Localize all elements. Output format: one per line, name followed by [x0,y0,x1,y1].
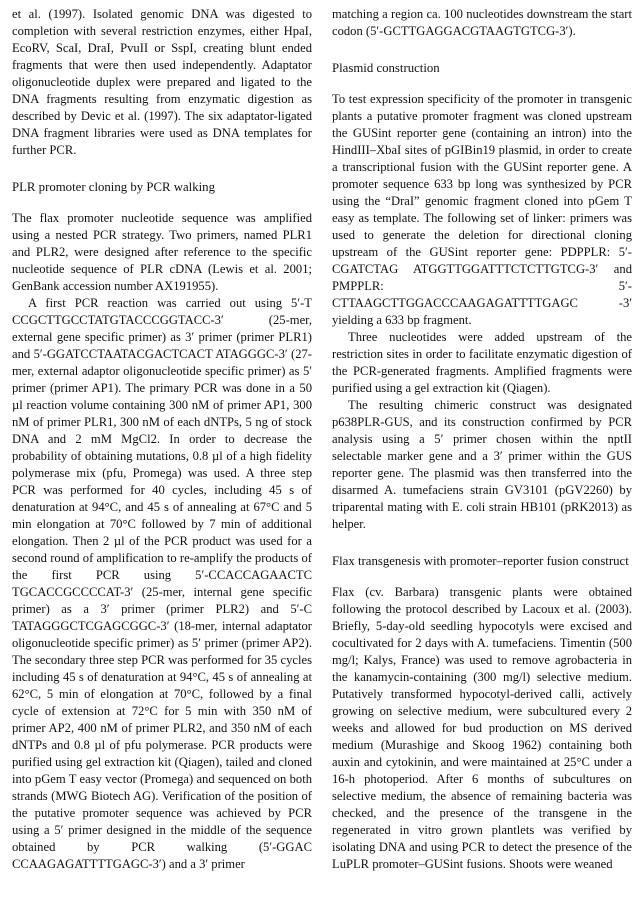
paragraph-flax-transgenic-plants: Flax (cv. Barbara) transgenic plants were obtained following the protocol described by Lacoux et al. (2003). Briefly, 5-day-old seedling hypocotyls were excised and cocultivated for 2 days with A. tumefaciens. Timentin (500 mg/l; Kalys, France) was used to remove agrobacteria in the kanamycin-containing (300 mg/l) selective medium. Putatively transformed hypocotyl-derived calli, actively growing on selective medium, were subcultured every 2 weeks and allowed for bud production on MS derived medium (Murashige and Skoog 1962) containing both auxin and cytokinin, and were maintained at 25°C under a 16-h photoperiod. After 6 months of subcultures on selective medium, the absence of remaining bacteria was checked, and the presence of the transgene in the regenerated in vitro grown plantlets was verified by isolating DNA and using PCR to detect the presence of the LuPLR promoter–GUSint fusions. Shoots were weaned [332,585,632,871]
paragraph-start-codon: matching a region ca. 100 nucleotides downstream the start codon (5′-GCTTGAGGACGTAAGTGTCG-3′). [332,7,632,38]
paragraph-nested-pcr: The flax promoter nucleotide sequence was amplified using a nested PCR strategy. Two primers, named PLR1 and PLR2, were designed after reference to the specific nucleotide sequence of PLR cDNA (Lewis et al. 2001; GenBank accession number AX191955). [12,211,312,293]
left-column [12,6,312,873]
heading-plasmid-construction: Plasmid construction [332,61,440,75]
right-column [332,6,632,873]
heading-plr-promoter-cloning: PLR promoter cloning by PCR walking [12,180,215,194]
paragraph-first-pcr: A first PCR reaction was carried out using 5′-T CCGCTTGCCTATGTACCCGGTACC-3′ (25-mer, external gene specific primer) as 3′ primer (primer PLR1) and 5′-GGATCCTAATACGACTCACT ATAGGGC-3′ (27-mer, external adaptor oligonucleotide specific primer) as 5′ primer (primer AP1). The primary PCR was done in a 50 µl reaction volume containing 300 nM of primer AP1, 300 nM of primer PLR1, 300 nM of each dNTPs, 5 ng of stock DNA and 2 mM MgCl2. In order to decrease the probability of obtaining mutations, 0.8 µl of a high fidelity polymerase mix (pfu, Promega) was used. A three step PCR was performed for 40 cycles, including 45 s of denaturation at 94°C, and 45 s of annealing at 67°C and 5 min elongation at 70°C followed by 7 min of additional elongation. Then 2 µl of the PCR product was used for a second round of amplification to re-amplify the products of the first PCR using 5′-CCACCAGAACTC TGCACCGCCCCAT-3′ (25-mer, internal gene specific primer) as a 3′ primer (primer PLR2) and 5′-C TATAGGGCTCGAGCGGC-3′ (18-mer, internal adaptator oligonucleotide specific primer) as 5′ primer (primer AP2). The secondary three step PCR was performed for 35 cycles including 45 s of denaturation at 94°C, 45 s of annealing at 62°C, 5 min of elongation at 70°C, followed by a final cycle of extension at 72°C for 5 min with 350 nM of primer AP2, 400 nM of primer PLR2, and 350 nM of each dNTPs and 0.8 µl of pfu polymerase. PCR products were purified using gel extraction kit (Qiagen), tailed and cloned into pGem T easy vector (Promega) and sequenced on both strands (MWG Biotech AG). Verification of the position of the putative promoter sequence was achieved by PCR using a 5′ primer designed in the middle of the sequence obtained by PCR walking (5′-GGAC CCAAGAGATTTTGAGC-3′) and a 3′ primer [12,296,312,871]
heading-flax-transgenesis: Flax transgenesis with promoter–reporter fusion construct [332,554,629,568]
paragraph-digestion: et al. (1997). Isolated genomic DNA was digested to completion with several restriction enzymes, either HpaI, EcoRV, ScaI, DraI, PvuII or SspI, creating blunt ended fragments that were then used independently. Adaptator oligonucleotide duplex were prepared and ligated to the DNA fragments resulting from enzymatic digestion as described by Devic et al. (1997). The six adaptator-ligated DNA fragment libraries were used as DNA templates for further PCR. [12,7,312,157]
paragraph-nucleotides-added: Three nucleotides were added upstream of the restriction sites in order to facilitate enzymatic digestion of the PCR-generated fragments. Amplified fragments were purified using a gel extraction kit (Qiagen). [332,330,632,395]
paragraph-chimeric-construct: The resulting chimeric construct was designated p638PLR-GUS, and its construction confirmed by PCR analysis using a 5′ primer chosen within the nptII selectable marker gene and a 3′ primer within the GUS reporter gene. The plasmid was then transferred into the disarmed A. tumefaciens strain GV3101 (pGV2260) by triparental mating with E. coli strain HB101 (pRK2013) as helper. [332,398,632,531]
paragraph-expression-specificity: To test expression specificity of the promoter in transgenic plants a putative promoter fragment was cloned upstream the GUSint reporter gene (containing an intron) into the HindIII–XbaI sites of pGIBin19 plasmid, in order to create a transcriptional fusion with the GUSint reporter gene. A promoter sequence 633 bp long was synthesized by PCR using the “DraI” genomic fragment cloned into pGem T easy as template. The following set of linker: primers was used to generate the deletion for directional cloning upstream of the GUSint reporter gene: PDPPLR: 5′-CGATCTAG ATGGTTGGATTTCTCTTGTCG-3′ and PMPPLR: 5′-CTTAAGCTTGGACCCAAGAGATTTTGAGC -3′ yielding a 633 bp fragment. [332,92,632,327]
